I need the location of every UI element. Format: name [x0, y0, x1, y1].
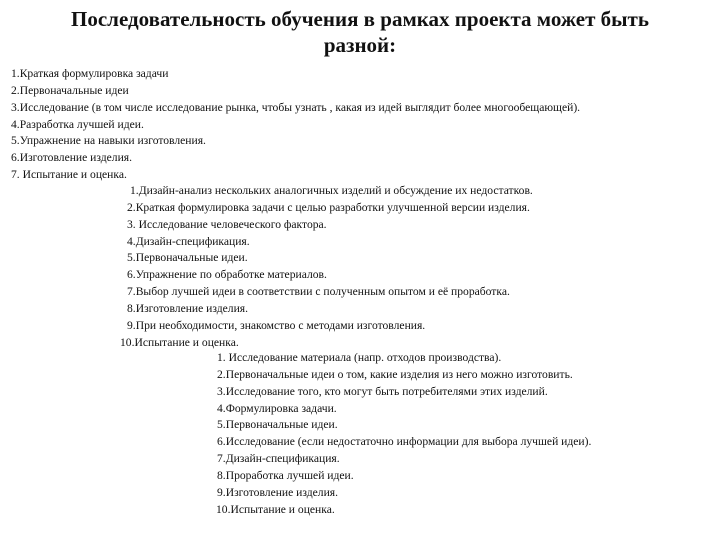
list-item: 6.Изготовление изделия. — [11, 151, 133, 165]
list-item: 2.Первоначальные идеи о том, какие изделия из него можно изготовить. — [217, 367, 573, 381]
list-item: 4.Дизайн-спецификация. — [127, 234, 250, 248]
list-item: 1. Исследование материала (напр. отходов производства). — [217, 351, 502, 364]
list-item: 8.Проработка лучшей идеи. — [217, 468, 354, 482]
list-item: 10.Испытание и оценка. — [120, 335, 239, 349]
page-title-line-2: разной: — [323, 33, 397, 57]
list-item: 4.Разработка лучшей идеи. — [11, 117, 144, 131]
list-item: 3.Исследование (в том числе исследование рынка, чтобы узнать , какая из идей выглядит более многообещающей). — [11, 100, 581, 114]
list-item: 5.Первоначальные идеи. — [217, 418, 338, 432]
list-item: 1.Дизайн-анализ нескольких аналогичных изделий и обсуждение их недостатков. — [130, 184, 533, 197]
list-item: 3. Исследование человеческого фактора. — [127, 217, 327, 231]
list-item: 6.Упражнение по обработке материалов. — [127, 268, 327, 282]
list-item: 9.При необходимости, знакомство с методами изготовления. — [127, 318, 426, 332]
list-item: 10.Испытание и оценка. — [216, 502, 335, 516]
list-item: 3.Исследование того, кто могут быть потребителями этих изделий. — [217, 384, 548, 398]
list-item: 4.Формулировка задачи. — [217, 401, 337, 415]
page-title — [0, 6, 720, 58]
list-item: 2.Первоначальные идеи — [11, 83, 129, 97]
list-item: 9.Изготовление изделия. — [217, 485, 339, 499]
page-title-line-1: Последовательность обучения в рамках проекта может быть — [71, 7, 649, 31]
list-item: 7.Выбор лучшей идеи в соответствии с полученным опытом и её проработка. — [127, 285, 510, 299]
sequence-3-list — [216, 350, 591, 518]
list-item: 2.Краткая формулировка задачи с целью разработки улучшенной версии изделия. — [127, 200, 530, 214]
list-item: 6.Исследование (если недостаточно информации для выбора лучшей идеи). — [217, 435, 592, 449]
list-item: 5.Упражнение на навыки изготовления. — [11, 134, 206, 148]
sequence-2-list — [120, 183, 533, 351]
list-item: 8.Изготовление изделия. — [127, 301, 249, 315]
list-item: 7. Испытание и оценка. — [11, 168, 127, 182]
list-item: 7.Дизайн-спецификация. — [217, 452, 340, 466]
list-item: 5.Первоначальные идеи. — [127, 251, 248, 265]
sequence-1-list — [11, 66, 580, 184]
list-item: 1.Краткая формулировка задачи — [11, 67, 169, 80]
